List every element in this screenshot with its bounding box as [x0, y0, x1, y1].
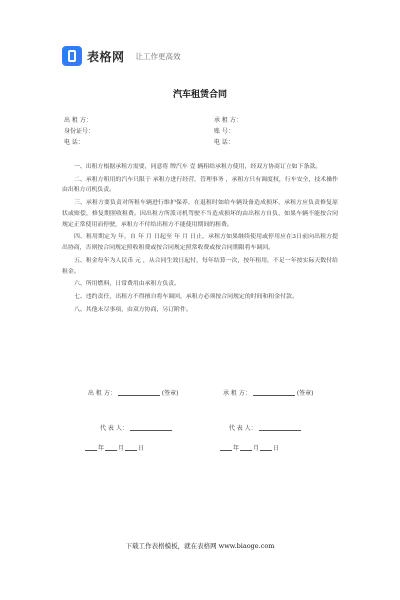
brand-name: 表格网 — [87, 49, 125, 64]
clause-3: 三、承租方要负责对所租车辆进行维护保养，在退租时如给车辆设备造成损坏，承租方应负责修复原状或赔偿，修复期照收租费。因出租方所派司机驾驶不当造成损坏的由出租方自负，如果车辆不能按合同规定正常使用而停驶，承租方不付给出租方不能使用期间的租费。 — [62, 200, 338, 228]
brand-slogan: 让工作更高效 — [135, 51, 181, 61]
lessor-date — [84, 443, 219, 452]
logo-icon — [62, 46, 82, 66]
year-label: 年 — [233, 445, 240, 452]
lessor-signature — [88, 388, 223, 397]
footer-download-link[interactable]: 下载工作表格模板，就在表格网 www.biaoge.com — [125, 542, 275, 550]
signature-row-representatives — [100, 423, 370, 432]
lessee-rep-label: 代 表 人： — [228, 425, 257, 432]
lessee-sign-label: 承 租 方： — [223, 390, 251, 397]
clause-4: 四、租用期定为 年，自 年 月 日起至 年 月 日止，承租方如果继续使用或停用应在3日前向出租方提出协商，否则按合同规定照收租费或按合同规定照常收费或按合同期限将车调回。 — [62, 234, 338, 252]
day-label: 日 — [138, 445, 145, 452]
lessee-date — [219, 443, 354, 452]
clause-6: 六、所用燃料，日常费用由承租方负责。 — [74, 281, 181, 288]
party-row — [64, 115, 364, 126]
lessor-label: 出 租 方： — [64, 117, 92, 124]
lessee-signature — [223, 388, 358, 397]
lessee-rep-line[interactable] — [259, 424, 301, 431]
month-label: 月 — [253, 445, 260, 452]
brand-logo[interactable] — [62, 46, 181, 66]
clause-5: 五、租金每年为人民币 元 ，从合同生效日起付，每年结算一次，按年租用，不足一年按实际天数付给租金。 — [62, 257, 338, 275]
lessor-phone-label: 电 话： — [64, 139, 84, 146]
account-label: 账 号： — [214, 128, 234, 135]
lessee-year-blank[interactable] — [220, 444, 232, 451]
clause-2: 二、承租方租用的汽车只限于 承租方进行经营，管理事务 ，承租方只有调度权，行车安全，技术操作由出租方司机负责。 — [62, 176, 338, 194]
id-number-label: 身份证号： — [64, 128, 95, 135]
lessor-year-blank[interactable] — [85, 444, 97, 451]
lessor-sign-label: 出 租 方： — [88, 390, 116, 397]
lessee-sign-line[interactable] — [253, 389, 295, 396]
document-title: 汽车租赁合同 — [172, 90, 227, 100]
lessee-seal-note: (签章) — [296, 390, 314, 397]
lessor-representative — [100, 423, 229, 432]
month-label: 月 — [118, 445, 125, 452]
clause-8: 八、其他未尽事项，由双方协商，另订附件。 — [74, 307, 192, 314]
lessee-month-blank[interactable] — [240, 444, 252, 451]
party-row — [64, 126, 364, 137]
lessee-phone-label: 电 话： — [214, 139, 234, 146]
party-info — [64, 115, 364, 148]
lessee-day-blank[interactable] — [260, 444, 272, 451]
clause-7: 七、违约责任，出租方不得擅自将车调回，承租方必须按合同规定的时间和租金付款。 — [74, 294, 298, 301]
signature-row-parties — [88, 388, 358, 397]
contract-clauses — [62, 162, 338, 318]
lessor-seal-note: (签章) — [161, 390, 179, 397]
signature-row-dates — [84, 443, 354, 452]
lessee-representative — [229, 423, 370, 432]
party-row — [64, 137, 364, 148]
lessee-label: 承 租 方： — [214, 117, 242, 124]
lessor-day-blank[interactable] — [125, 444, 137, 451]
lessor-sign-line[interactable] — [118, 389, 160, 396]
year-label: 年 — [98, 445, 105, 452]
day-label: 日 — [273, 445, 280, 452]
lessor-month-blank[interactable] — [105, 444, 117, 451]
lessor-rep-line[interactable] — [130, 424, 172, 431]
clause-1: 一、出租方根据承租方需要，同意将 牌汽车 壹 辆租给承租方使用，经双方协商订立如下条款。 — [74, 164, 322, 170]
lessor-rep-label: 代 表 人： — [100, 425, 128, 432]
